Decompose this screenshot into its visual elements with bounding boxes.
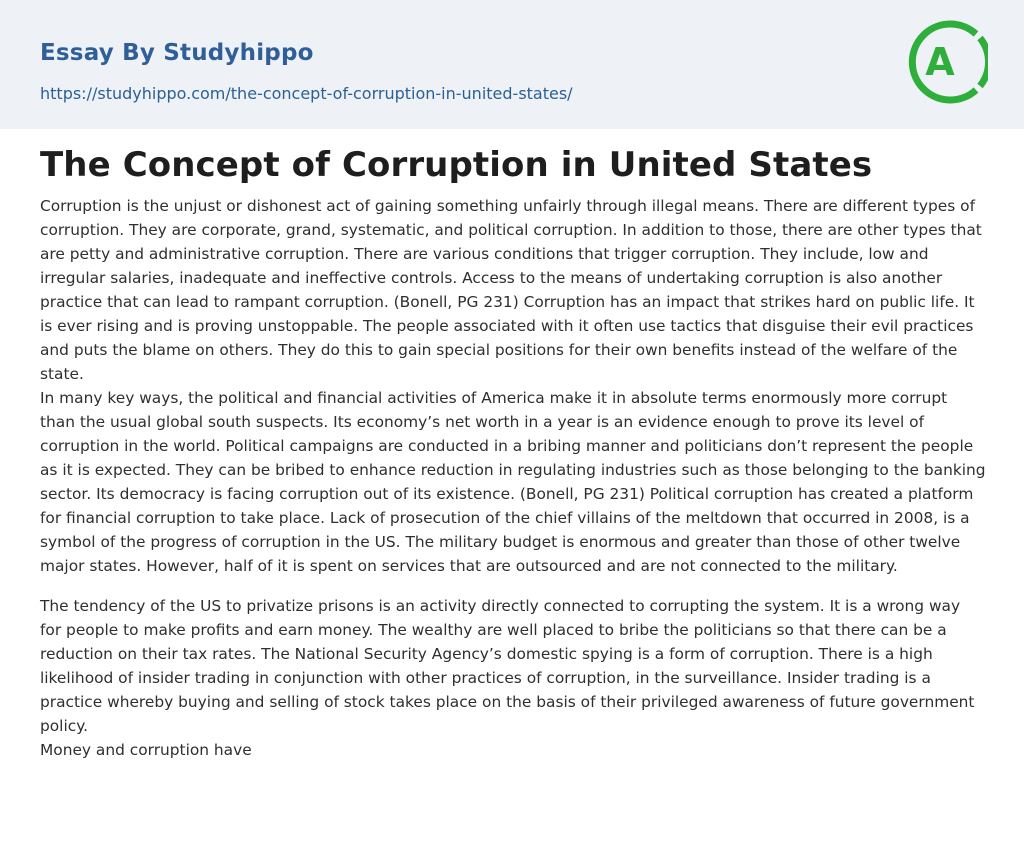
essay-paragraph: Corruption is the unjust or dishonest act of gaining something unfairly through illegal means. There are different types of corruption. They are corporate, grand, systematic, and political corruption. In addition to those, there are other types that are petty and administrative corruption. There are various conditions that trigger corruption. They include, low and irregular salaries, inadequate and ineffective controls. Access to the means of undertaking corruption is also another practice that can lead to rampant corruption. (Bonell, PG 231) Corruption has an impact that strikes hard on public life. It is ever rising and is proving unstoppable. The people associated with it often use tactics that disguise their evil practices and puts the blame on others. They do this to gain special positions for their own benefits instead of the welfare of the state. [40, 197, 982, 383]
brand-title: Essay By Studyhippo [40, 40, 314, 66]
studyhippo-logo-icon[interactable] [908, 18, 988, 106]
essay-body [40, 194, 986, 762]
essay-paragraph: In many key ways, the political and financial activities of America make it in absolute terms enormously more corrupt than the usual global south suspects. Its economy’s net worth in a year is an evidence enough to prove its level of corruption in the world. Political campaigns are conducted in a bribing manner and politicians don’t represent the people as it is expected. They can be bribed to enhance reduction in regulating industries such as those belonging to the banking sector. Its democracy is facing corruption out of its existence. (Bonell, PG 231) Political corruption has created a platform for financial corruption to take place. Lack of prosecution of the chief villains of the meltdown that occurred in 2008, is a symbol of the progress of corruption in the US. The military budget is enormous and greater than those of other twelve major states. However, half of it is spent on services that are outsourced and are not connected to the military. [40, 389, 986, 575]
source-url-link[interactable]: https://studyhippo.com/the-concept-of-corruption-in-united-states/ [40, 84, 573, 103]
essay-title: The Concept of Corruption in United States [40, 145, 873, 185]
site-header [0, 0, 1024, 129]
logo-letter: A [925, 40, 955, 84]
essay-paragraph: The tendency of the US to privatize prisons is an activity directly connected to corrupting the system. It is a wrong way for people to make profits and earn money. The wealthy are well placed to bribe the politicians so that there can be a reduction on their tax rates. The National Security Agency’s domestic spying is a form of corruption. There is a high likelihood of insider trading in conjunction with other practices of corruption, in the surveillance. Insider trading is a practice whereby buying and selling of stock takes place on the basis of their privileged awareness of future government policy. [40, 597, 975, 735]
essay-paragraph: Money and corruption have [40, 741, 252, 759]
